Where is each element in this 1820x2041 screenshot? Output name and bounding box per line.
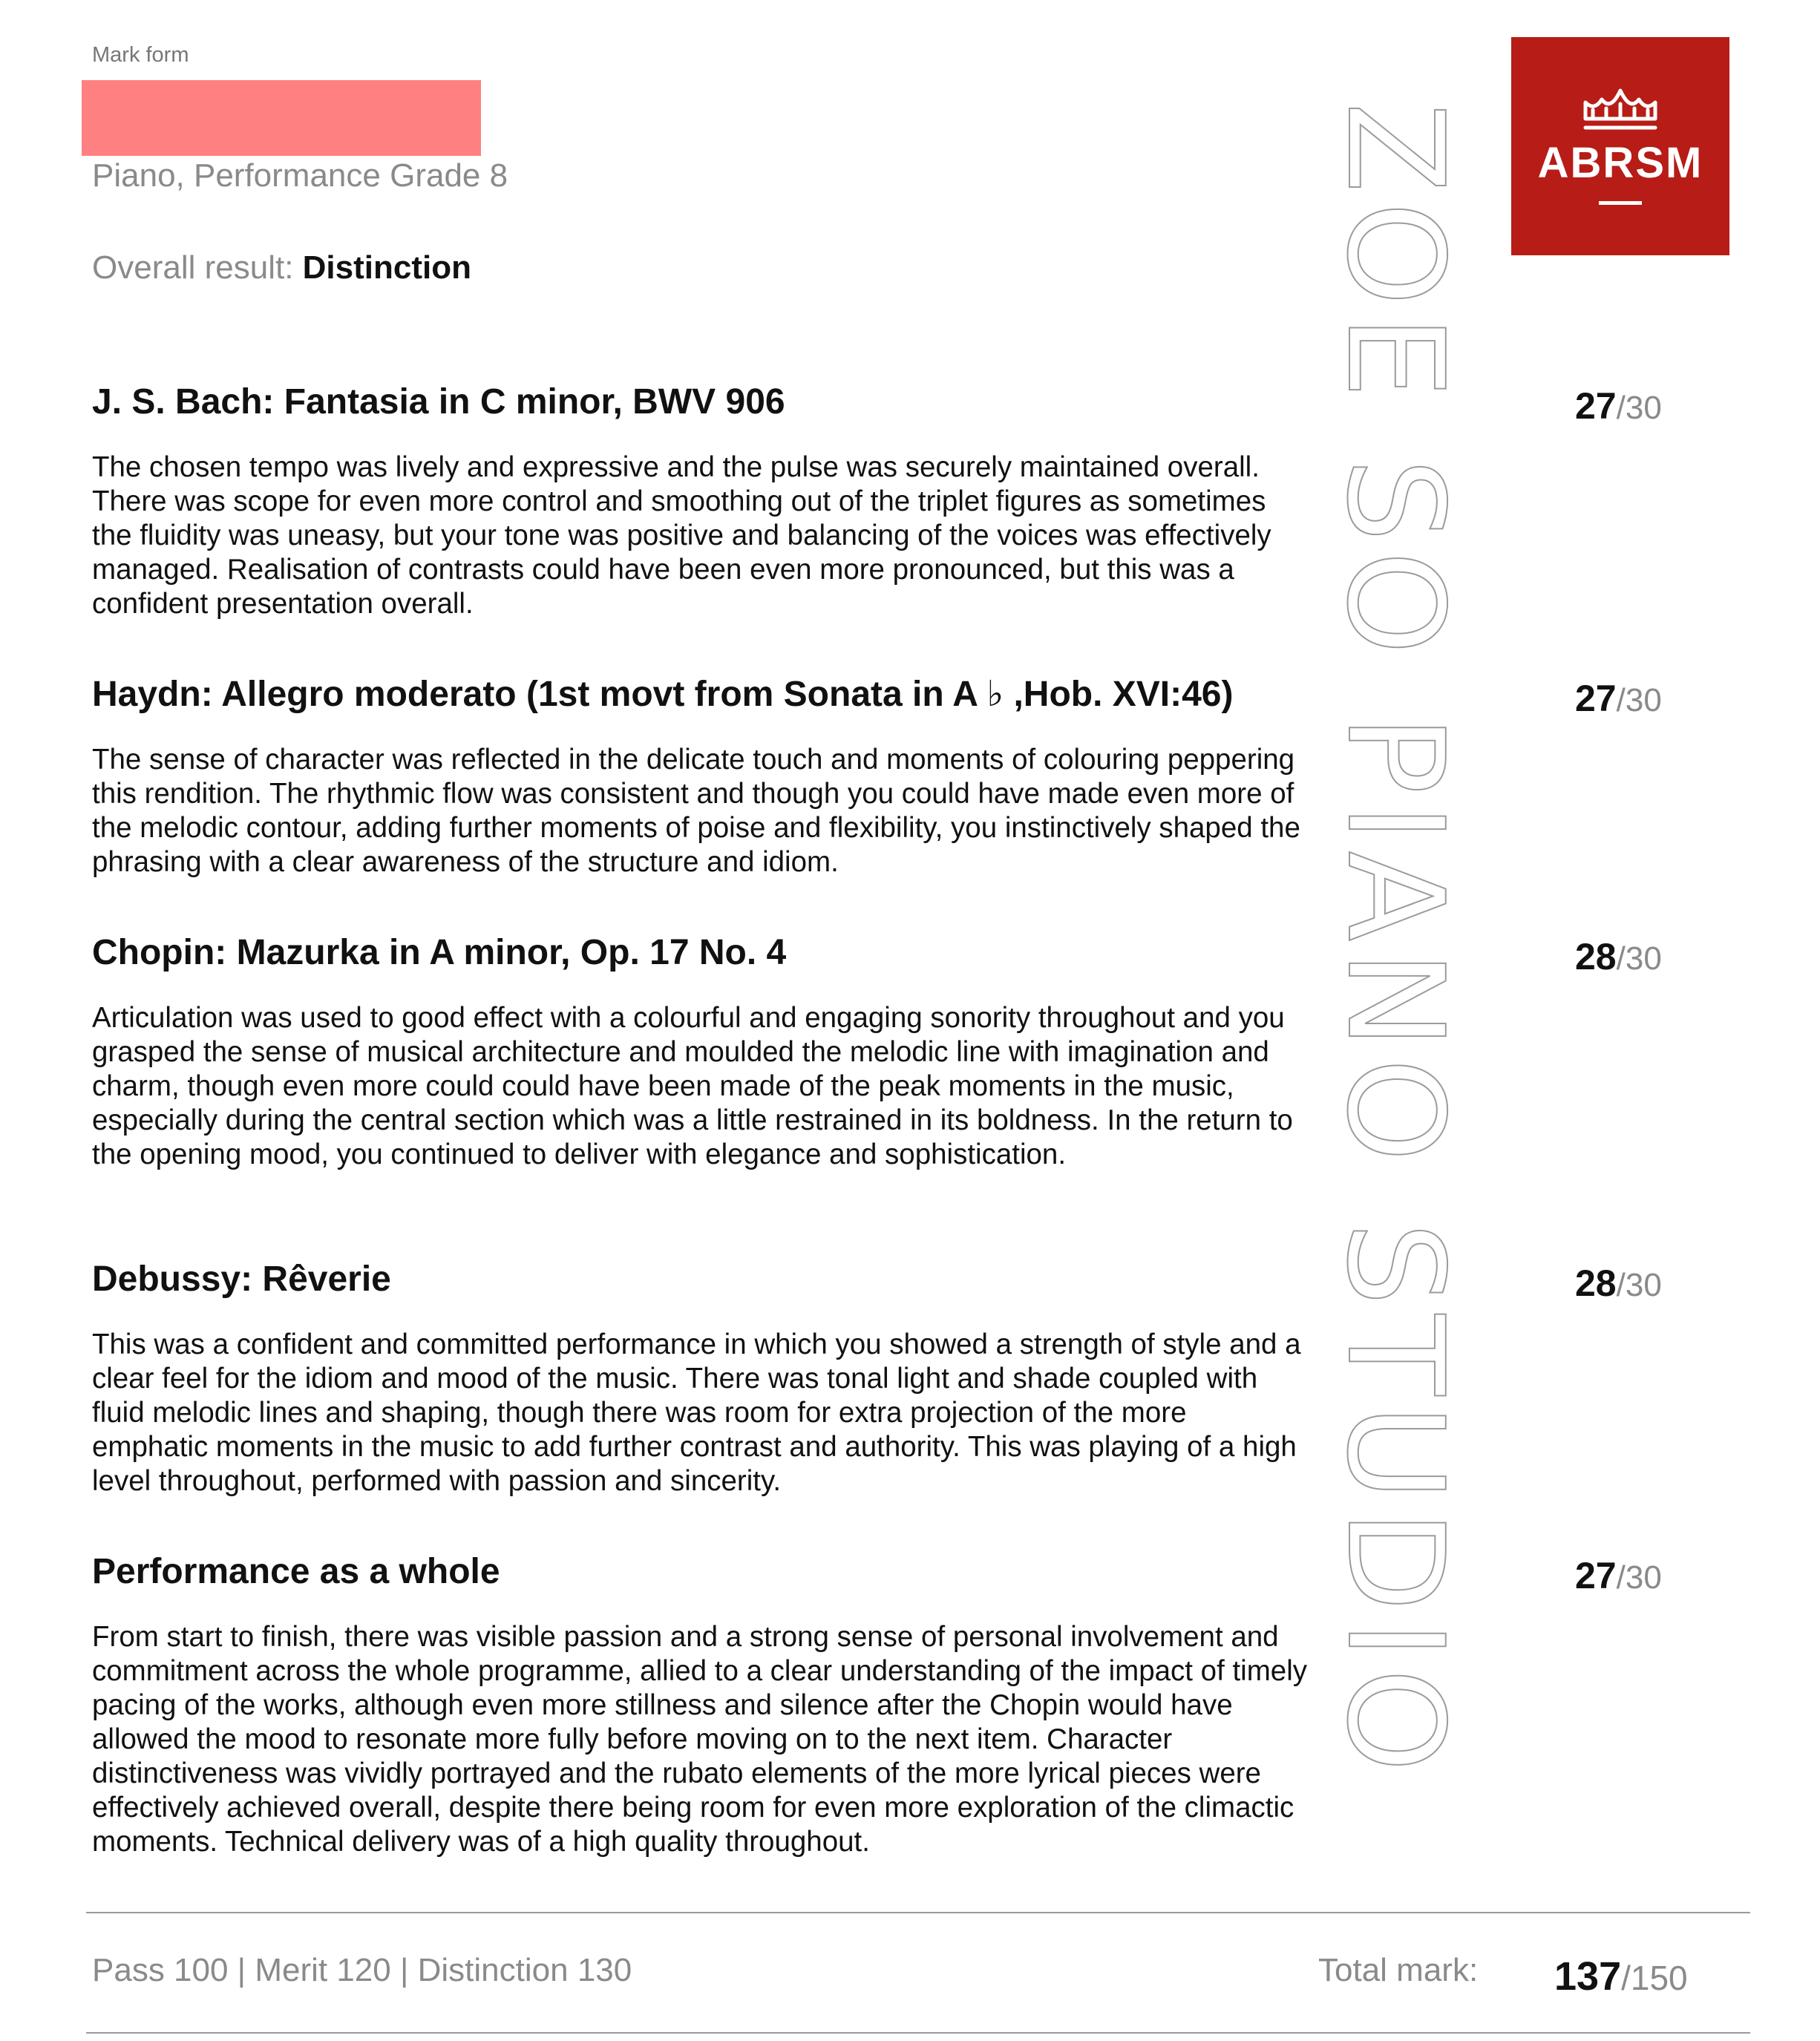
mark-separator: / xyxy=(1616,390,1626,426)
piece-title: Debussy: Rêverie xyxy=(92,1259,391,1299)
piece-comment: Articulation was used to good effect with a colourful and engaging sonority throughout and you grasped the sense of musical architecture and moulded the melodic line with imagination and charm, though even more could could have been made of the peak moments in the music, especially during the central section which was a little restrained in its boldness. In the return to the opening mood, you continued to deliver with elegance and sophistication. xyxy=(92,1001,1293,1170)
mark-out-of: 30 xyxy=(1625,682,1662,718)
piece-title: Performance as a whole xyxy=(92,1552,500,1591)
piece-mark xyxy=(1575,677,1662,720)
divider xyxy=(86,1912,1750,1913)
total-separator: / xyxy=(1621,1959,1631,1997)
mark-value: 28 xyxy=(1575,936,1617,977)
crown-icon xyxy=(1580,86,1661,132)
result-value: Distinction xyxy=(302,249,471,286)
piece-title: J. S. Bach: Fantasia in C minor, BWV 906 xyxy=(92,382,785,422)
mark-value: 27 xyxy=(1575,678,1617,719)
mark-separator: / xyxy=(1616,1267,1626,1303)
overall-result xyxy=(92,249,471,286)
piece-title: Haydn: Allegro moderato (1st movt from Sonata in A ♭ ,Hob. XVI:46) xyxy=(92,675,1234,714)
grade-thresholds: Pass 100 | Merit 120 | Distinction 130 xyxy=(92,1952,632,1988)
total-value: 137 xyxy=(1554,1954,1622,1999)
form-label: Mark form xyxy=(92,43,189,67)
piece-comment: The chosen tempo was lively and expressive and the pulse was securely maintained overall. There was scope for even more control and smoothing out of the triplet figures as sometimes the fluidity was uneasy, but your tone was positive and balancing of the voices was effectively managed. Realisation of contrasts could have been even more pronounced, but this was a confident presentation overall. xyxy=(92,451,1271,620)
mark-out-of: 30 xyxy=(1625,390,1662,426)
result-label: Overall result: xyxy=(92,249,294,286)
logo-bar xyxy=(1599,201,1642,205)
mark-separator: / xyxy=(1616,940,1626,977)
piece-title: Chopin: Mazurka in A minor, Op. 17 No. 4 xyxy=(92,933,787,972)
piece-section xyxy=(92,383,1309,621)
mark-value: 27 xyxy=(1575,385,1617,427)
piece-comment: From start to finish, there was visible passion and a strong sense of personal involvement and commitment across the whole programme, allied to a clear understanding of the impact of timely pacing of the works, although even more stillness and silence after the Chopin would have allowed the mood to resonate more fully before moving on to the next item. Character distinctiveness was vividly portrayed and the rubato elements of the more lyrical pieces were effectively achieved overall, despite there being room for even more exploration of the climactic moments. Technical delivery was of a high quality throughout. xyxy=(92,1620,1308,1858)
mark-value: 27 xyxy=(1575,1555,1617,1596)
piece-mark xyxy=(1575,1554,1662,1597)
piece-comment: This was a confident and committed performance in which you showed a strength of style and a clear feel for the idiom and mood of the music. There was tonal light and shade coupled with fluid melodic lines and shaping, though there was room for extra projection of the more emphatic moments in the music to add further contrast and authority. This was playing of a high level throughout, performed with passion and sincerity. xyxy=(92,1328,1301,1497)
redacted-name xyxy=(82,80,481,156)
piece-comment: The sense of character was reflected in the delicate touch and moments of colouring peppering this rendition. The rhythmic flow was consistent and though you could have made even more of the melodic contour, adding further moments of poise and flexibility, you instinctively shaped the phrasing with a clear awareness of the structure and idiom. xyxy=(92,743,1300,878)
piece-section xyxy=(92,675,1309,879)
total-mark xyxy=(1554,1953,1688,1999)
piece-mark xyxy=(1575,935,1662,978)
mark-separator: / xyxy=(1616,682,1626,718)
piece-section xyxy=(92,1553,1309,1859)
mark-out-of: 30 xyxy=(1625,940,1662,977)
mark-value: 28 xyxy=(1575,1262,1617,1304)
divider xyxy=(86,2032,1750,2034)
exam-subject: Piano, Performance Grade 8 xyxy=(92,157,508,194)
mark-out-of: 30 xyxy=(1625,1267,1662,1303)
total-out-of: 150 xyxy=(1630,1959,1688,1997)
mark-separator: / xyxy=(1616,1559,1626,1596)
mark-out-of: 30 xyxy=(1625,1559,1662,1596)
total-label: Total mark: xyxy=(1318,1952,1479,1988)
piece-section xyxy=(92,934,1309,1172)
abrsm-logo xyxy=(1511,37,1729,255)
watermark: ZOE SO PIANO STUDIO xyxy=(1318,102,1472,1781)
logo-text: ABRSM xyxy=(1537,139,1703,187)
piece-mark xyxy=(1575,1262,1662,1305)
piece-section xyxy=(92,1260,1309,1498)
piece-mark xyxy=(1575,384,1662,427)
